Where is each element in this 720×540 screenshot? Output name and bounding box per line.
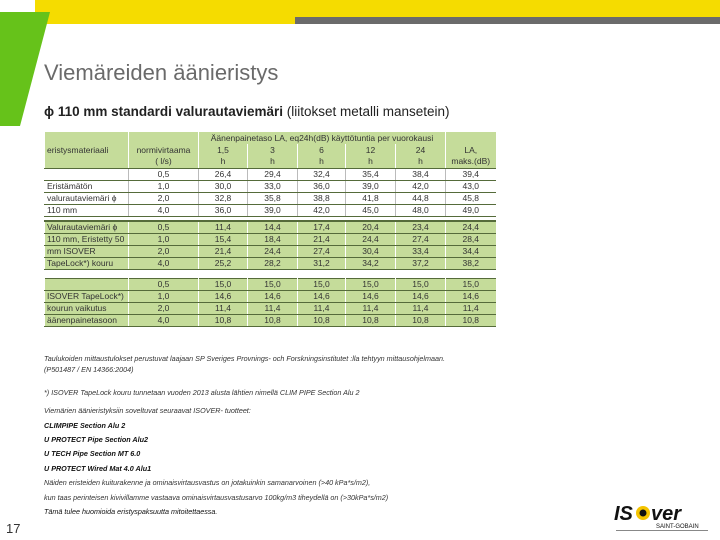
table-row <box>45 291 496 303</box>
value-cell: 37,2 <box>396 258 446 270</box>
value-cell: 43,0 <box>446 180 496 192</box>
header-flow-unit: ( l/s) <box>129 156 199 168</box>
header-h: h <box>199 156 248 168</box>
flow-cell: 0,5 <box>129 221 199 234</box>
isover-logo <box>614 500 710 532</box>
value-cell: 15,0 <box>298 279 346 291</box>
value-cell: 34,4 <box>446 246 496 258</box>
slide-title: Viemäreiden äänieristys <box>44 60 279 85</box>
value-cell: 27,4 <box>298 246 346 258</box>
header-cell <box>446 132 496 144</box>
table-row <box>45 303 496 315</box>
table-row <box>45 315 496 327</box>
value-cell: 36,0 <box>199 204 248 216</box>
note-source: Taulukoiden mittaustulokset perustuvat laajaan SP Sveriges Provnings- och Forskningsinstitutet :lla tehtyyn mittausohjelmaan. <box>44 354 445 363</box>
svg-text:ver: ver <box>651 503 682 525</box>
row-label: Valurautaviemäri ϕ <box>45 221 129 234</box>
table-subtitle <box>44 104 450 119</box>
header-h: h <box>396 156 446 168</box>
value-cell: 34,2 <box>346 258 396 270</box>
value-cell: 48,0 <box>396 204 446 216</box>
flow-cell: 2,0 <box>129 246 199 258</box>
value-cell: 35,8 <box>248 192 298 204</box>
value-cell: 15,4 <box>199 234 248 246</box>
value-cell: 10,8 <box>298 315 346 327</box>
flow-cell: 4,0 <box>129 204 199 216</box>
header-span: Äänenpainetaso LA, eq24h(dB) käyttötuntia per vuorokausi <box>199 132 446 144</box>
header-max-unit: maks.(dB) <box>446 156 496 168</box>
flow-cell: 1,0 <box>129 234 199 246</box>
row-label <box>45 279 129 291</box>
header-cell <box>45 132 129 144</box>
row-label: TapeLock*) kouru <box>45 258 129 270</box>
row-label: valurautaviemäri ϕ <box>45 192 129 204</box>
header-max: LA, <box>446 144 496 156</box>
value-cell: 11,4 <box>248 303 298 315</box>
note-standard: (P501487 / EN 14366:2004) <box>44 365 134 375</box>
value-cell: 17,4 <box>298 221 346 234</box>
value-cell: 11,4 <box>298 303 346 315</box>
header-hour: 12 <box>346 144 396 156</box>
value-cell: 15,0 <box>248 279 298 291</box>
row-label: mm ISOVER <box>45 246 129 258</box>
value-cell: 25,2 <box>199 258 248 270</box>
flow-cell: 0,5 <box>129 279 199 291</box>
value-cell: 39,0 <box>346 180 396 192</box>
value-cell: 39,0 <box>248 204 298 216</box>
flow-cell: 1,0 <box>129 180 199 192</box>
header-flow: normivirtaama <box>129 144 199 156</box>
value-cell: 33,0 <box>248 180 298 192</box>
note-text: Näiden eristeiden kuiturakenne ja ominaisvirtausvastus on jotakuinkin samanarvoinen (>40 kPa*s/m2), <box>44 478 371 488</box>
value-cell: 11,4 <box>346 303 396 315</box>
row-label: kourun vaikutus <box>45 303 129 315</box>
value-cell: 24,4 <box>346 234 396 246</box>
row-label: äänenpainetasoon <box>45 315 129 327</box>
value-cell: 49,0 <box>446 204 496 216</box>
table-row <box>45 221 496 234</box>
sound-table-tapelock-effect <box>44 278 496 327</box>
header-gray-bar <box>295 17 720 24</box>
row-label: Eristämätön <box>45 180 129 192</box>
value-cell: 29,4 <box>248 168 298 180</box>
value-cell: 15,0 <box>396 279 446 291</box>
value-cell: 10,8 <box>396 315 446 327</box>
flow-cell: 2,0 <box>129 303 199 315</box>
value-cell: 39,4 <box>446 168 496 180</box>
header-h: h <box>248 156 298 168</box>
note-text: kun taas perinteisen kivivillamme vastaava ominaisvirtausvastusarvo 100kg/m3 tiheydellä on (>30kPa*s/m2) <box>44 492 389 502</box>
sound-table-header-and-uninsulated <box>44 132 496 217</box>
table-row <box>45 258 496 270</box>
value-cell: 30,4 <box>346 246 396 258</box>
value-cell: 10,8 <box>446 315 496 327</box>
flow-cell: 0,5 <box>129 168 199 180</box>
value-cell: 15,0 <box>346 279 396 291</box>
value-cell: 32,8 <box>199 192 248 204</box>
row-label: 110 mm, Eristetty 50 <box>45 234 129 246</box>
header-hour: 1,5 <box>199 144 248 156</box>
value-cell: 11,4 <box>199 221 248 234</box>
table-row <box>45 234 496 246</box>
table-row <box>45 204 496 216</box>
row-label: ISOVER TapeLock*) <box>45 291 129 303</box>
table-row <box>45 180 496 192</box>
header-h: h <box>298 156 346 168</box>
value-cell: 14,6 <box>298 291 346 303</box>
product-item: CLIMPIPE Section Alu 2 <box>44 420 126 430</box>
value-cell: 11,4 <box>396 303 446 315</box>
header-hour: 24 <box>396 144 446 156</box>
value-cell: 33,4 <box>396 246 446 258</box>
value-cell: 26,4 <box>199 168 248 180</box>
notes <box>44 352 445 519</box>
value-cell: 10,8 <box>199 315 248 327</box>
value-cell: 20,4 <box>346 221 396 234</box>
value-cell: 14,6 <box>396 291 446 303</box>
header-cell <box>129 132 199 144</box>
flow-cell: 4,0 <box>129 315 199 327</box>
value-cell: 42,0 <box>396 180 446 192</box>
note-footnote: *) ISOVER TapeLock kouru tunnetaan vuoden 2013 alusta lähtien nimellä CLIM PIPE Section Alu 2 <box>44 387 360 397</box>
value-cell: 38,4 <box>396 168 446 180</box>
header-hour: 3 <box>248 144 298 156</box>
value-cell: 28,4 <box>446 234 496 246</box>
product-item: U PROTECT Pipe Section Alu2 <box>44 435 148 445</box>
value-cell: 14,6 <box>199 291 248 303</box>
subtitle-bold: ϕ 110 mm standardi valurautaviemäri <box>44 104 283 119</box>
flow-cell: 2,0 <box>129 192 199 204</box>
subtitle-rest: (liitokset metalli mansetein) <box>282 104 450 119</box>
value-cell: 11,4 <box>446 303 496 315</box>
value-cell: 14,4 <box>248 221 298 234</box>
table-row <box>45 279 496 291</box>
value-cell: 10,8 <box>346 315 396 327</box>
value-cell: 38,8 <box>298 192 346 204</box>
table-row <box>45 192 496 204</box>
svg-text:IS: IS <box>614 503 633 525</box>
value-cell: 44,8 <box>396 192 446 204</box>
svg-text:SAINT-GOBAIN: SAINT-GOBAIN <box>656 524 699 530</box>
value-cell: 30,0 <box>199 180 248 192</box>
value-cell: 15,0 <box>446 279 496 291</box>
value-cell: 10,8 <box>248 315 298 327</box>
value-cell: 38,2 <box>446 258 496 270</box>
value-cell: 35,4 <box>346 168 396 180</box>
value-cell: 14,6 <box>346 291 396 303</box>
product-item: U PROTECT Wired Mat 4.0 Alu1 <box>44 463 152 473</box>
flow-cell: 4,0 <box>129 258 199 270</box>
row-label <box>45 168 129 180</box>
note-text: Tämä tulee huomioida eristyspaksuutta mitoitettaessa. <box>44 507 218 517</box>
value-cell: 18,4 <box>248 234 298 246</box>
value-cell: 41,8 <box>346 192 396 204</box>
value-cell: 24,4 <box>248 246 298 258</box>
sound-table-insulated <box>44 220 496 270</box>
header-cell <box>45 156 129 168</box>
flow-cell: 1,0 <box>129 291 199 303</box>
table-row <box>45 168 496 180</box>
value-cell: 27,4 <box>396 234 446 246</box>
value-cell: 15,0 <box>199 279 248 291</box>
value-cell: 14,6 <box>446 291 496 303</box>
table-row <box>45 246 496 258</box>
value-cell: 45,8 <box>446 192 496 204</box>
header-material: eristysmateriaali <box>45 144 129 156</box>
value-cell: 14,6 <box>248 291 298 303</box>
value-cell: 21,4 <box>199 246 248 258</box>
header-h: h <box>346 156 396 168</box>
value-cell: 28,2 <box>248 258 298 270</box>
value-cell: 23,4 <box>396 221 446 234</box>
value-cell: 42,0 <box>298 204 346 216</box>
green-accent-shape <box>0 12 50 126</box>
value-cell: 36,0 <box>298 180 346 192</box>
value-cell: 21,4 <box>298 234 346 246</box>
header-hour: 6 <box>298 144 346 156</box>
value-cell: 45,0 <box>346 204 396 216</box>
value-cell: 31,2 <box>298 258 346 270</box>
value-cell: 24,4 <box>446 221 496 234</box>
note-intro: Viemärien äänieristyksiin soveltuvat seuraavat ISOVER- tuotteet: <box>44 406 251 416</box>
page-number: 17 <box>6 521 21 536</box>
value-cell: 11,4 <box>199 303 248 315</box>
value-cell: 32,4 <box>298 168 346 180</box>
product-item: U TECH Pipe Section MT 6.0 <box>44 449 141 459</box>
row-label: 110 mm <box>45 204 129 216</box>
